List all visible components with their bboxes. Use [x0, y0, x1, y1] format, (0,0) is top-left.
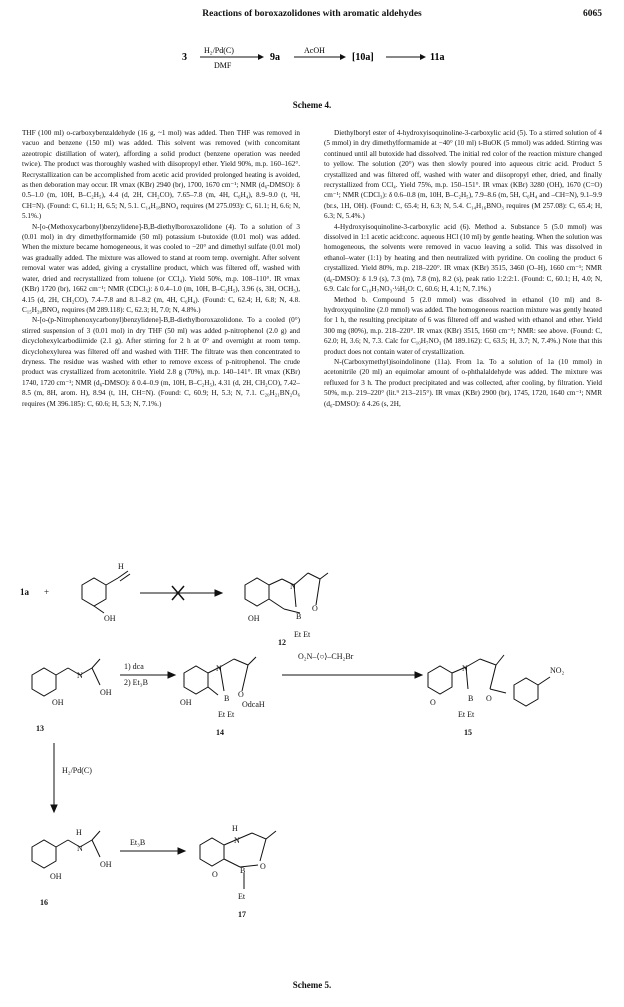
svg-text:N: N	[216, 664, 222, 673]
scheme4-product-2: [10a]	[352, 52, 374, 63]
page-number: 6065	[583, 9, 602, 19]
scheme-4-caption: Scheme 4.	[292, 100, 332, 110]
svg-text:H: H	[76, 828, 82, 837]
row3-arrowhead	[178, 848, 185, 854]
vertical-arrowhead	[51, 805, 57, 812]
compound-13-structure	[32, 659, 112, 733]
svg-text:15: 15	[464, 728, 472, 737]
scheme4-start: 3	[182, 52, 187, 63]
right-paragraph: 4-Hydroxyisoquinoline-3-carboxylic acid (6). Method a. Substance 5 (5.0 mmol) was dissolved in 1:1 acetic acid:conc. aqueous HCl (10 ml) by gentle heating. When the solution was homogeneous, the solvents were removed in vacuo leaving a solid. This was dissolved in ethanol–water (1:1) by heating and then neutralized with pyridine. On cooling the product 6 crystallized. Yield 80%, m.p. 218–220°. IR νmax (KBr) 3515, 3460 (O–H), 1660 cm⁻¹; NMR (d₆-DMSO): δ 1.9 (s), 7.3 (m), 7.8 (m), 8.2 (s), peak ratio 1:2:2:1. (Found: C, 60.1; H, 4.0; N, 6.9. Calc for C₁₀H₇NO₃·½H₂O: C, 60.6; H, 4.1; N, 7.1%.)	[324, 222, 602, 294]
svg-text:17: 17	[238, 910, 246, 919]
scheme4-product-3: 11a	[430, 52, 445, 63]
svg-text:OH: OH	[50, 872, 62, 881]
svg-text:H: H	[118, 562, 124, 571]
running-title: Reactions of boroxazolidones with aromatic aldehydes	[202, 9, 422, 19]
svg-text:OdcaH: OdcaH	[242, 700, 265, 709]
svg-text:+: +	[44, 587, 50, 597]
svg-text:12: 12	[278, 638, 286, 647]
svg-text:N: N	[234, 836, 240, 845]
compound-12-structure	[245, 573, 328, 647]
svg-text:OH: OH	[100, 860, 112, 869]
svg-text:OH: OH	[52, 698, 64, 707]
svg-text:B: B	[240, 866, 246, 875]
svg-text:Et Et: Et Et	[294, 630, 311, 639]
compound-15-structure	[428, 655, 565, 737]
reagent-h2-pdc: H₂/Pd(C)	[62, 766, 92, 775]
compound-17-structure	[200, 824, 276, 919]
svg-text:OH: OH	[104, 614, 116, 623]
right-paragraph: Method b. Compound 5 (2.0 mmol) was dissolved in ethanol (10 ml) and 8-hydroxyquinoline (2.0 mmol) was added. The homogeneous reaction mixture was gently heated for 1 h, the resulting precipitate of 6 was filtered off and washed with ethanol and ether. Yield 300 mg (80%), m.p. 218–220°. IR νmax (KBr) 3515, 1660 cm⁻¹; NMR: see above. (Found: C, 62.0; H, 3.6; N, 7.3. Calc for C₁₀H₇NO₃ (M 189.162): C, 63.5; H, 3.7; N, 7.4%.) Note that this product does not contain water of crystallization.	[324, 295, 602, 356]
row2-arrowhead-1	[168, 672, 175, 678]
svg-text:OH: OH	[180, 698, 192, 707]
svg-text:1a: 1a	[20, 587, 29, 597]
svg-text:O: O	[238, 690, 244, 699]
left-text-column	[22, 128, 300, 409]
reagent-et3b: Et₃B	[130, 838, 146, 847]
svg-text:B: B	[468, 694, 474, 703]
right-paragraph: N-(Carboxymethyl)isoindolinone (11a). From 1a. To a solution of 1a (10 mmol) in acetonitrile (20 ml) an equimolar amount of o-phthalaldehyde was added. The mixture was refluxed for 3 h. The product precipitated and was collected, after cooling, by filtration. Yield 50%, m.p. 219–220° (lit.⁹ 213–215°). IR νmax (KBr) 2900 (br), 1745, 1720, 1640 cm⁻¹; NMR (d₆-DMSO): δ 4.26 (s, 2H,	[324, 357, 602, 408]
svg-text:N: N	[77, 671, 83, 680]
row1-reactant	[20, 587, 49, 597]
compound-16-structure	[32, 828, 112, 907]
scheme4-reagent-top: H₂/Pd(C)	[204, 46, 234, 55]
svg-text:1) dca: 1) dca	[124, 662, 144, 671]
svg-text:B: B	[296, 612, 302, 621]
scheme4-arrowhead-3	[420, 54, 426, 60]
row1-arrowhead	[215, 590, 222, 596]
svg-text:Et Et: Et Et	[458, 710, 475, 719]
svg-text:16: 16	[40, 898, 48, 907]
scheme4-reagent-2: AcOH	[304, 46, 325, 55]
nitrobenzyl-reagent: O₂N–⟨○⟩–CH₂Br	[298, 652, 354, 661]
scheme-5-figure	[20, 555, 605, 975]
salicylaldehyde-structure	[82, 562, 130, 623]
svg-text:O: O	[260, 862, 266, 871]
svg-text:O: O	[430, 698, 436, 707]
svg-text:H: H	[232, 824, 238, 833]
scheme4-reagent-bottom: DMF	[214, 61, 232, 70]
row2-arrowhead-2	[415, 672, 422, 678]
svg-text:2) Et₃B: 2) Et₃B	[124, 678, 148, 687]
svg-text:O: O	[212, 870, 218, 879]
svg-text:13: 13	[36, 724, 44, 733]
left-paragraph: N-[o-(Methoxycarbonyl)benzylidene]-B,B-diethylboroxazolidone (4). To a solution of 3 (0.01 mol) in dry dimethylformamide (50 ml) potassium t-butoxide (0.01 mol) was added. When the mixture became homogeneous, it was cooled to −20° and dimethyl sulfate (0.01 mol) was gradually added. The mixture was allowed to stand at room temp. overnight. After solvent removal water was added, giving a crystalline product, which was filtered off, washed with water, dried and recrystallized from toluene (or CCl₄). Yield 50%, m.p. 108–110°. IR νmax (KBr) 1720 (br), 1662 cm⁻¹; NMR (CDCl₃): δ 0.4–1.0 (m, 10H, B–C₂H₅), 3.96 (s, 3H, OCH₃), 4.15 (d, 2H, CH₂CO), 7.4–7.8 and 8.1–8.2 (m, 4H, C₆H₄). (Found: C, 62.4; H, 6.8; N, 4.8. C₁₅H₂₀BNO₄ requires (M 289.118): C, 62.3; H, 7.0; N, 4.8%.)	[22, 222, 300, 314]
svg-text:N: N	[77, 844, 83, 853]
scheme4-arrowhead-2	[340, 54, 346, 60]
right-text-column	[324, 128, 602, 409]
svg-text:OH: OH	[100, 688, 112, 697]
compound-14-structure	[180, 657, 265, 737]
scheme-4-figure	[120, 26, 540, 86]
svg-text:N: N	[290, 582, 296, 591]
svg-text:NO₂: NO₂	[550, 666, 565, 675]
scheme4-arrowhead-1	[258, 54, 264, 60]
svg-text:Et: Et	[238, 892, 246, 901]
svg-text:OH: OH	[248, 614, 260, 623]
scheme-5-caption: Scheme 5.	[292, 980, 332, 990]
svg-text:O: O	[486, 694, 492, 703]
svg-text:B: B	[224, 694, 230, 703]
svg-text:Et Et: Et Et	[218, 710, 235, 719]
svg-text:N: N	[462, 664, 468, 673]
svg-text:O: O	[312, 604, 318, 613]
svg-text:14: 14	[216, 728, 224, 737]
left-paragraph: N-[o-(p-Nitrophenoxycarbonyl)benzylidene]-B,B-diethylboroxazolidone. To a cooled (0°) stirred suspension of 3 (0.01 mol) in dry THF (50 ml) was added p-nitrophenol (2.0 g) and dicyclohexylcarbodiimide (2.1 g). After stirring for 2 h at 0° and overnight at room temp. dicyclohexylurea was filtered off and washed with THF. The filtrate was then concentrated to dryness. The residue was washed with ether to remove excess of p-nitrophenol. The crude product was crystallized from acetonitrile. Yield 2.8 g (70%), m.p. 140–141°. IR νmax (KBr) 1740, 1720 cm⁻¹; NMR (d₆-DMSO): δ 0.4–0.9 (m, 10H, B–C₂H₅), 4.31 (d, 2H, CH₂CO), 7.42–8.5 (m, 8H, arom. H), 8.94 (t, 1H, CH=N). (Found: C, 60.9; H, 5.3; N, 7.1. C₂₀H₂₁BN₂O₆ requires (M 396.185): C, 60.6; H, 5.3; N, 7.1%.)	[22, 316, 300, 408]
running-header	[0, 9, 624, 23]
scheme4-product-1: 9a	[270, 52, 280, 63]
left-paragraph: THF (100 ml) o-carboxybenzaldehyde (16 g, ~1 mol) was added. Then THF was removed in vacuo and benzene (150 ml) was added. This solvent was removed (with concomitant azeotropic distillation of water), affording a solid product (benzene operation was needed twice). The product was thoroughly washed with diisopropyl ether. Yield 90%, m.p. 160–162°. Recrystallization can be accomplished from acetic acid provided prolonged heating is avoided, as then deboration may occur. IR νmax (KBr) 2940 (br), 1700, 1670 cm⁻¹; NMR (d₆-DMSO): δ 0.5–1.0 (m, 10H, B–C₂H₅), 4.4 (d, 2H, CH₂CO), 7.65–7.8 (m, 4H, C₆H₄), 8.9–9.0 (t, ¹H, CH=N). (Found: C, 61.1; H, 6.5; N, 5.1. C₁₄H₁₈BNO₄ requires (M 275.093): C, 61.1; H, 6.6; N, 5.1%.)	[22, 129, 300, 221]
right-paragraph: Diethylboryl ester of 4-hydroxyisoquinoline-3-carboxylic acid (5). To a stirred solution of 4 (5 mmol) in dry dimethylformamide at −40° (10 ml) t-BuOK (5 mmol) was added. Stirring was continued until all butoxide had dissolved. The initial red color of the reaction mixture changed to yellow. The solution (20°) was then slowly poured into aqueous citric acid. Product 5 crystallized and was filtered off, washed with water and diisopropyl ether, dried, and finally recrystallized from CCl₄. Yield 75%, m.p. 150–151°. IR νmax (KBr) 3280 (OH), 1670 (C=O) cm⁻¹; NMR (CDCl₃): δ 0.6–0.8 (m, 10H, B–C₂H₅), 7.9–8.6 (m, 5H, C₆H₄ and –CH=N), 9.1–9.9 (br.s, 1H, OH). (Found: C, 65.4; H, 6.3; N, 5.4. C₁₄H₁₆BNO₃ requires (M 257.08): C, 65.4; H, 6.3; N, 5.4%.)	[324, 129, 602, 221]
